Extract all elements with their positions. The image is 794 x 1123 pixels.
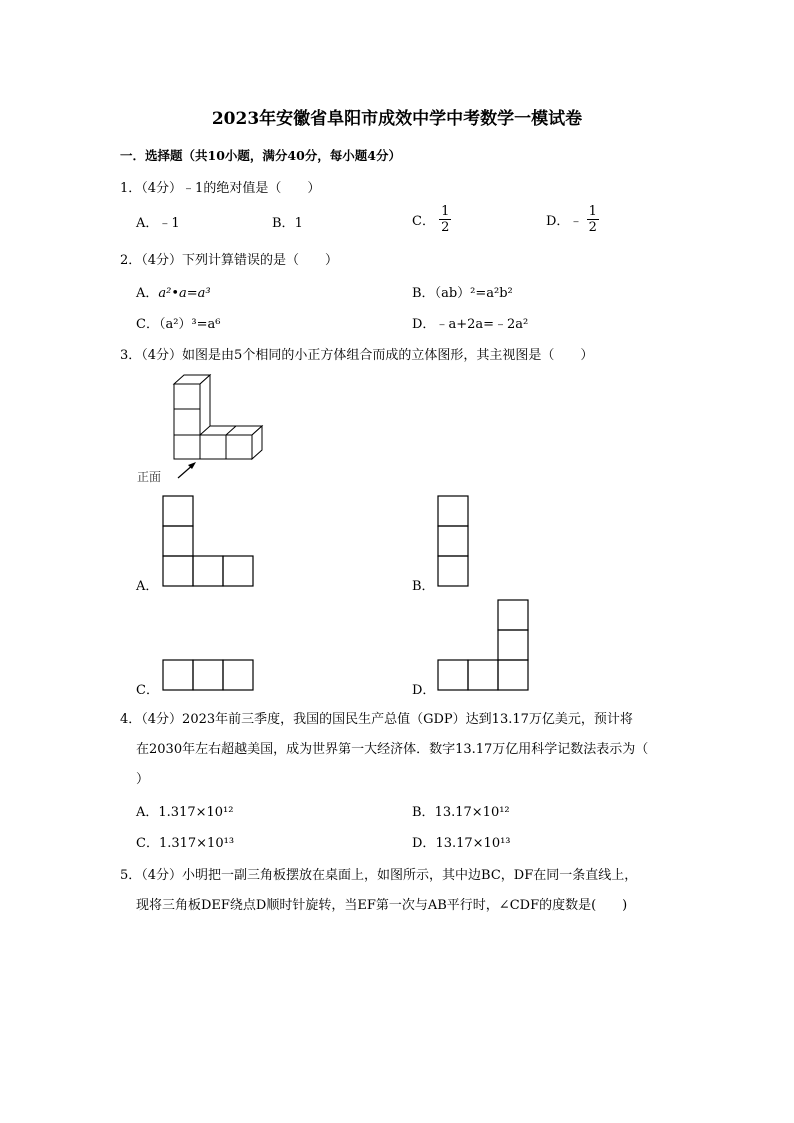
- question-1-option-d: [546, 204, 599, 235]
- fraction: [587, 204, 599, 235]
- question-4-option-d: [412, 832, 511, 851]
- question-3-option-c-label: C．: [136, 683, 159, 698]
- question-1-option-b: [272, 212, 303, 231]
- question-4-option-a: [136, 801, 233, 820]
- option-text: 1: [294, 216, 303, 231]
- option-label: C．: [136, 317, 159, 332]
- option-label: A．: [136, 216, 159, 231]
- question-4-stem-line-2: 在2030年左右超越美国，成为世界第一大经济体．数字13.17万亿用科学记数法表示为（: [136, 742, 649, 757]
- option-label: C．: [412, 214, 435, 229]
- option-a-front-view: [162, 495, 256, 589]
- minus-sign: ﹣: [569, 214, 583, 229]
- page-title: 2023年安徽省阜阳市成效中学中考数学一模试卷: [211, 109, 583, 129]
- question-2-stem: 2．（4分）下列计算错误的是（ ）: [120, 253, 339, 268]
- option-expression: （a²）³=a⁶: [158, 317, 221, 332]
- fraction: [439, 204, 451, 235]
- question-2-option-d: [412, 313, 528, 332]
- question-1-stem: 1．（4分）﹣1的绝对值是（ ）: [120, 181, 321, 196]
- option-label: D．: [412, 317, 436, 332]
- question-2-option-c: [136, 313, 220, 332]
- option-label: B．: [412, 286, 435, 301]
- question-1-option-a: [136, 212, 180, 231]
- question-3-stem: 3．（4分）如图是由5个相同的小正方体组合而成的立体图形，其主视图是（ ）: [120, 348, 594, 363]
- option-expression: a²•a=a³: [158, 286, 211, 301]
- fraction-numerator: 1: [441, 204, 450, 219]
- option-expression: （ab）²=a²b²: [434, 286, 513, 301]
- option-label: C．: [136, 836, 159, 851]
- question-4-option-b: [412, 801, 510, 820]
- cube-solid-figure: [170, 372, 266, 462]
- option-text: ﹣1: [158, 216, 180, 231]
- question-4-option-c: [136, 832, 234, 851]
- question-4-stem-line-3: ）: [136, 772, 150, 787]
- question-3-option-b-label: B．: [412, 579, 435, 594]
- section-heading: 一．选择题（共10小题，满分40分，每小题4分）: [120, 148, 401, 163]
- option-label: D．: [546, 214, 570, 229]
- question-3-option-d-label: D．: [412, 683, 436, 698]
- front-view-label: 正面: [137, 470, 162, 484]
- question-1-option-c: [412, 204, 451, 235]
- fraction-denominator: 2: [588, 220, 597, 235]
- question-5-stem-line-1: 5．（4分）小明把一副三角板摆放在桌面上，如图所示，其中边BC，DF在同一条直线上，: [120, 868, 638, 883]
- option-d-front-view: [437, 599, 531, 693]
- option-text: 1.317×10¹²: [158, 805, 234, 820]
- option-text: 13.17×10¹²: [434, 805, 510, 820]
- option-expression: ﹣a+2a=﹣2a²: [435, 317, 529, 332]
- question-2-option-b: [412, 282, 513, 301]
- arrow-icon: [176, 460, 200, 482]
- option-label: A．: [136, 805, 159, 820]
- question-4-stem-line-1: 4．（4分）2023年前三季度，我国的国民生产总值（GDP）达到13.17万亿美元，预计将: [120, 712, 633, 727]
- question-3-option-a-label: A．: [136, 579, 159, 594]
- question-2-option-a: [136, 282, 211, 301]
- option-text: 13.17×10¹³: [435, 836, 511, 851]
- question-5-stem-line-2: 现将三角板DEF绕点D顺时针旋转，当EF第一次与AB平行时，∠CDF的度数是( ): [136, 898, 628, 913]
- option-label: B．: [272, 216, 295, 231]
- option-label: D．: [412, 836, 436, 851]
- option-text: 1.317×10¹³: [158, 836, 235, 851]
- fraction-denominator: 2: [441, 220, 450, 235]
- option-label: B．: [412, 805, 435, 820]
- option-c-front-view: [162, 659, 256, 693]
- option-b-front-view: [437, 495, 471, 589]
- fraction-numerator: 1: [588, 204, 597, 219]
- option-label: A．: [136, 286, 159, 301]
